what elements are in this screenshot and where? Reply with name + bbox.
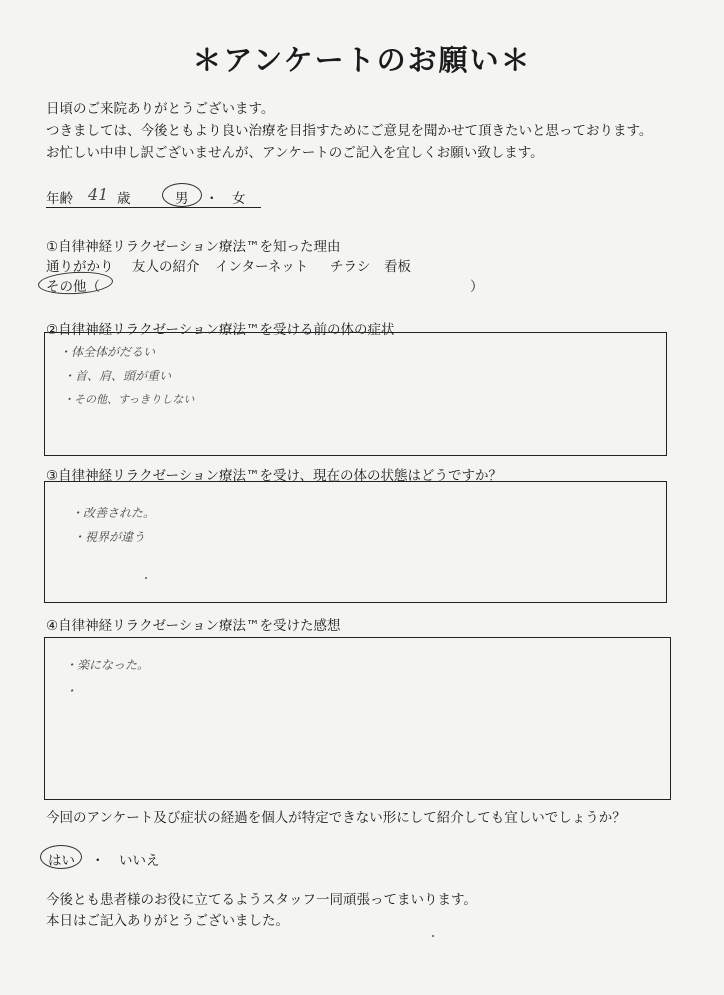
consent-yes-option[interactable]: はい [48, 853, 75, 869]
q3-answer-1: ・改善された。 [71, 506, 156, 520]
closing-line-2: 本日はご記入ありがとうございました。 [46, 913, 289, 929]
profile-underline [46, 207, 261, 208]
gender-separator: ・ [205, 191, 219, 207]
q4-answer-box[interactable] [44, 637, 671, 800]
q1-other-close: ） [470, 279, 484, 295]
consent-question: 今回のアンケート及び症状の経過を個人が特定できない形にして紹介しても宜しいでしょうか？ [46, 810, 626, 826]
q4-answer-1: ・楽になった。 [65, 658, 150, 672]
q1-question: ①自律神経リラクゼーション療法™を知った理由 [46, 239, 341, 255]
pen-mark [145, 577, 147, 579]
q3-question: ③自律神経リラクゼーション療法™を受け、現在の体の状態はどうですか？ [46, 468, 502, 484]
q2-answer-box[interactable] [44, 332, 667, 456]
q2-answer-2: ・首、肩、頭が重い [63, 369, 172, 383]
consent-separator: ・ [91, 853, 105, 869]
intro-line-3: お忙しい中申し訳ございませんが、アンケートのご記入を宜しくお願い致します。 [46, 145, 544, 161]
q4-answer-2: ・ [65, 684, 78, 698]
intro-line-1: 日頃のご来院ありがとうございます。 [46, 101, 275, 117]
age-unit: 歳 [117, 191, 131, 207]
q1-option-internet[interactable]: インターネット [215, 259, 309, 275]
age-value[interactable]: 41 [88, 185, 109, 204]
scan-speck [432, 935, 434, 937]
q3-answer-2: ・視界が違う [73, 530, 146, 544]
q2-answer-1: ・体全体がだるい [59, 345, 156, 359]
q3-answer-box[interactable] [44, 481, 667, 603]
q1-option-other[interactable]: その他（ [46, 279, 100, 295]
gender-female-option[interactable]: 女 [232, 191, 246, 207]
q1-option-flyer[interactable]: チラシ [330, 259, 371, 275]
intro-line-2: つきましては、今後ともより良い治療を目指すためにご意見を聞かせて頂きたいと思っております。 [46, 123, 653, 139]
q4-question: ④自律神経リラクゼーション療法™を受けた感想 [46, 618, 341, 634]
q2-question: ②自律神経リラクゼーション療法™を受ける前の体の症状 [46, 322, 395, 338]
q2-answer-3: ・その他、すっきりしない [63, 393, 195, 406]
gender-male-option[interactable]: 男 [175, 191, 189, 207]
closing-line-1: 今後とも患者様のお役に立てるようスタッフ一同頑張ってまいります。 [46, 892, 477, 908]
q1-option-friend[interactable]: 友人の紹介 [132, 259, 200, 275]
age-label: 年齢 [46, 191, 73, 207]
consent-no-option[interactable]: いいえ [119, 853, 160, 869]
page-title: ＊アンケートのお願い＊ [192, 43, 532, 77]
q1-option-passing[interactable]: 通りがかり [46, 259, 114, 275]
q1-option-signboard[interactable]: 看板 [384, 259, 411, 275]
